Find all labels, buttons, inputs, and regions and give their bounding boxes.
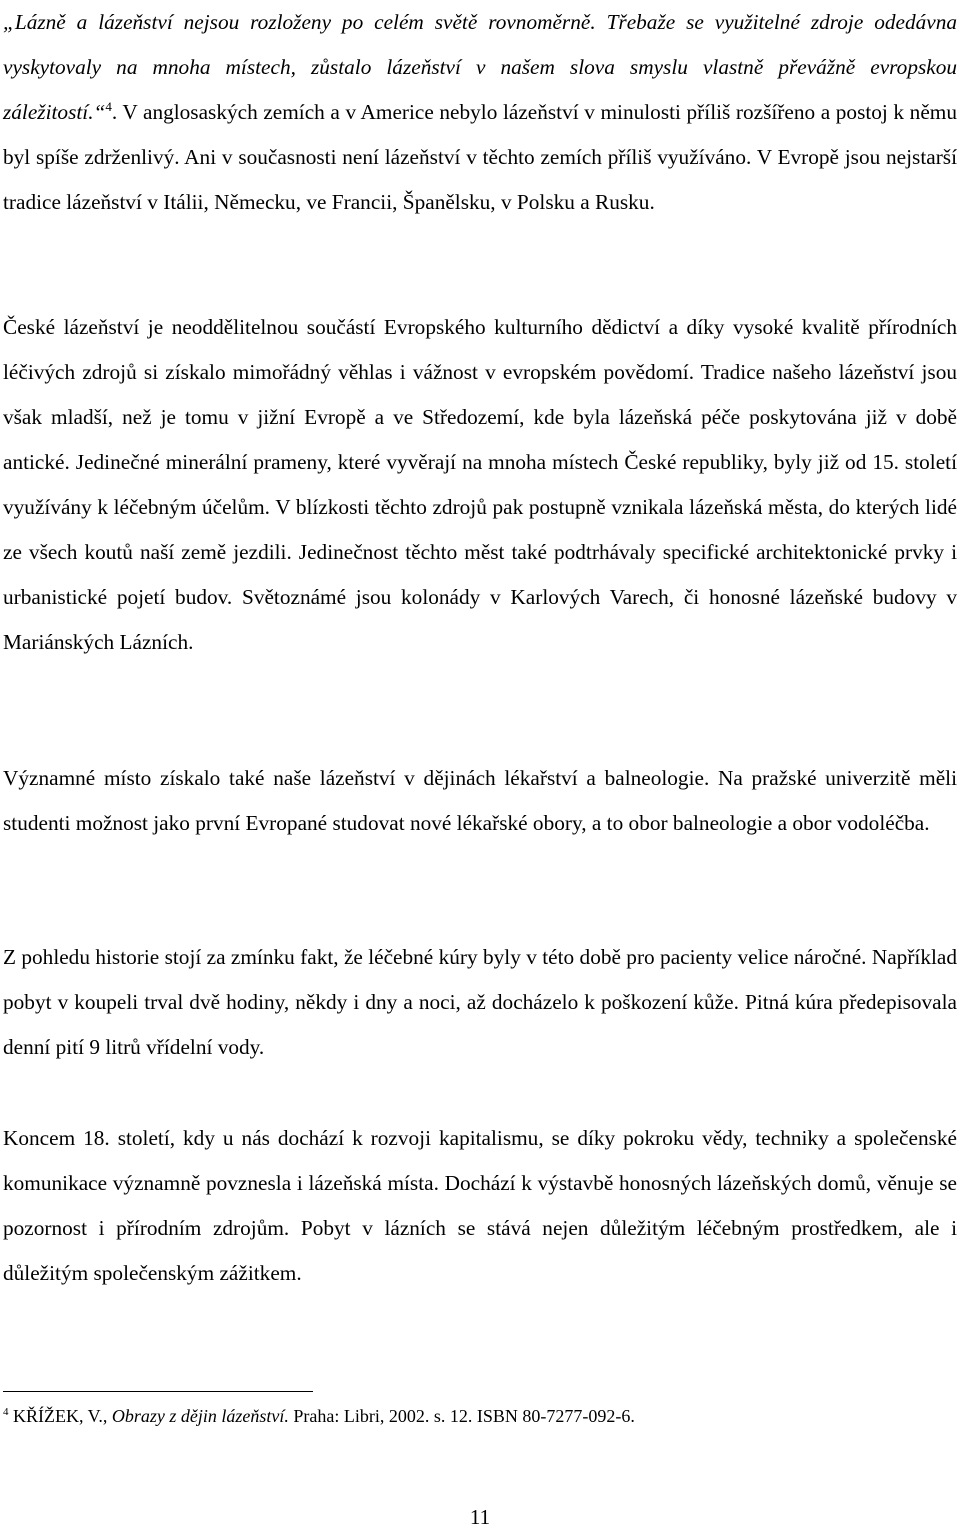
paragraph-3: Významné místo získalo také naše lázeňství v dějinách lékařství a balneologie. Na pražské univerzitě měli studenti možnost jako první Evropané studovat nové lékařské obory, a to obor balneologie a obor vodoléčba. — [3, 766, 957, 835]
footnote — [3, 1402, 957, 1430]
footnote-title: Obrazy z dějin lázeňství. — [111, 1406, 289, 1426]
page-number: 11 — [469, 1505, 491, 1529]
paragraph-5: Koncem 18. století, kdy u nás dochází k rozvoji kapitalismu, se díky pokroku vědy, techniky a společenské komunikace významně povznesla i lázeňská místa. Dochází k výstavbě honosných lázeňských domů, věnuje se pozornost i přírodním zdrojům. Pobyt v lázních se stává nejen důležitým léčebným prostředkem, ale i důležitým společenským zážitkem. — [3, 1126, 957, 1285]
paragraph-1-text: . V anglosaských zemích a v Americe nebylo lázeňství v minulosti příliš rozšířeno a postoj k němu byl spíše zdrženlivý. Ani v současnosti není lázeňství v těchto zemích příliš využíváno. V Evropě jsou nejstarší tradice lázeňství v Itálii, Německu, ve Francii, Španělsku, v Polsku a Rusku. — [3, 100, 957, 214]
paragraph-4: Z pohledu historie stojí za zmínku fakt, že léčebné kúry byly v této době pro pacienty velice náročné. Například pobyt v koupeli trval dvě hodiny, někdy i dny a noci, až docházelo k poškození kůže. Pitná kúra předepisovala denní pití 9 litrů vřídelní vody. — [3, 945, 957, 1059]
footnote-reference[interactable]: 4 — [105, 98, 112, 114]
footnote-number: 4 — [3, 1406, 9, 1418]
quote-text: „Lázně a lázeňství nejsou rozloženy po celém světě rovnoměrně. Třebaže se využitelné zdroje odedávna vyskytovaly na mnoha místech, zůstalo lázeňství v našem slova smyslu vlastně převážně evropskou záležitostí.“ — [3, 10, 957, 124]
paragraph-2: České lázeňství je neoddělitelnou součástí Evropského kulturního dědictví a díky vysoké kvalitě přírodních léčivých zdrojů si získalo mimořádný věhlas i vážnost v evropském povědomí. Tradice našeho lázeňství jsou však mladší, než je tomu v jižní Evropě a ve Středozemí, kde byla lázeňská péče poskytována již v době antické. Jedinečné minerální prameny, které vyvěrají na mnoha místech České republiky, byly již od 15. století využívány k léčebným účelům. V blízkosti těchto zdrojů pak postupně vznikala lázeňská města, do kterých lidé ze všech koutů naší země jezdili. Jedinečnost těchto měst také podtrhávaly specifické architektonické prvky i urbanistické pojetí budov. Světoznámé jsou kolonády v Karlových Varech, či honosné lázeňské budovy v Mariánských Lázních. — [3, 315, 957, 654]
paragraph-1 — [3, 0, 957, 225]
footnote-publication: Praha: Libri, 2002. s. 12. ISBN 80-7277-092-6. — [293, 1406, 635, 1426]
footnote-author: KŘÍŽEK, V., — [13, 1406, 108, 1426]
footnote-divider — [3, 1391, 313, 1392]
